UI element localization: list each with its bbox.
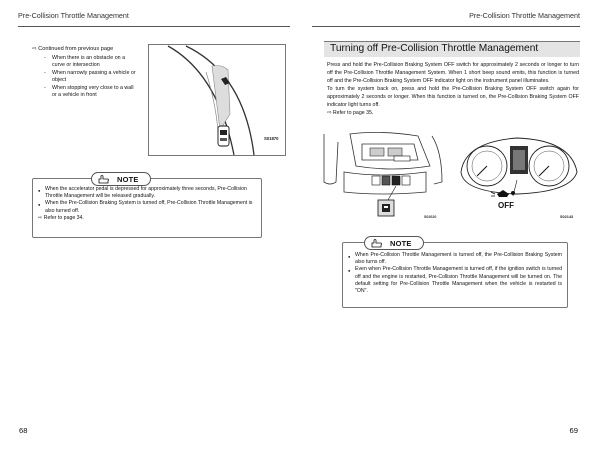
note-content <box>348 252 562 295</box>
note-label: NOTE <box>390 238 412 248</box>
note-item: ● When the Pre-Collision Braking System is turned off, Pre-Collision Throttle Management is also turned off. <box>38 200 260 214</box>
switch-panel-illustration <box>322 132 446 222</box>
indicator-off-label: OFF <box>498 201 514 210</box>
note-label: NOTE <box>117 174 139 184</box>
hand-pointer-icon <box>370 238 384 248</box>
header-rule-left <box>18 26 290 27</box>
road-curve-lines <box>168 46 254 155</box>
list-item: - When there is an obstacle on a curve or intersection <box>44 55 136 70</box>
pcb-off-switch-icon <box>378 200 394 216</box>
figure-code: S02620 <box>424 215 437 219</box>
instrument-cluster-illustration <box>457 132 581 222</box>
list-item: - When stopping very close to a wall or a vehicle in front <box>44 85 136 100</box>
section-title-bar <box>324 41 580 57</box>
hand-pointer-icon <box>97 174 111 184</box>
section-body <box>327 61 579 117</box>
car-icon <box>218 126 229 146</box>
list-item: - When narrowly passing a vehicle or object <box>44 70 136 85</box>
page-number-left: 68 <box>19 426 28 435</box>
figure-code: S02143 <box>560 215 574 219</box>
running-header-right: Pre-Collision Throttle Management <box>469 11 580 20</box>
figure-code: S01870 <box>264 136 279 141</box>
page-reference: ⇨ Refer to page 35. <box>327 110 374 116</box>
note-header <box>91 172 151 186</box>
note-item: ● When Pre-Collision Throttle Management is turned off, the Pre-Collision Braking System also turns off. <box>348 252 562 266</box>
pcb-off-indicator-icon <box>491 190 515 210</box>
obstacle-conditions-list <box>44 55 136 99</box>
continued-from-previous: ⇨ Continued from previous page <box>32 46 114 52</box>
note-item: ● When the accelerator pedal is depressed for approximately three seconds, Pre-Collision Throttle Management will be released gradually. <box>38 186 260 200</box>
curve-obstacle-illustration <box>148 44 286 156</box>
running-header-left: Pre-Collision Throttle Management <box>18 11 129 20</box>
page-reference: ⇨ Refer to page 34. <box>38 214 84 221</box>
instructions-paragraph: To turn the system back on, press and hold the Pre-Collision Braking System OFF switch again for approximately 2 seconds or longer. When this function is turned on, the Pre-Collision Braking System OFF indicator light turns off. <box>327 86 579 108</box>
page-number-right: 69 <box>569 426 578 435</box>
note-header <box>364 236 424 250</box>
header-rule-right <box>312 26 580 27</box>
note-content <box>38 186 260 222</box>
note-item: ● Even when Pre-Collision Throttle Management is turned off, if the ignition switch is turned off and the engine is restarted, Pre-Collision Throttle Management will be turned on. The default setting for Pre-Collision Throttle Management when the vehicle is restarted is "ON". <box>348 266 562 295</box>
instructions-paragraph: Press and hold the Pre-Collision Braking System OFF switch for approximately 2 seconds or longer to turn off the Pre-Collision Throttle Management System. When 1 short beep sound emits, this function is turned off and the Pre-Collision Braking System OFF indicator light on the instrument panel illuminates. <box>327 62 579 84</box>
switch-buttons-row <box>372 176 410 185</box>
section-title: Turning off Pre-Collision Throttle Management <box>330 43 539 54</box>
